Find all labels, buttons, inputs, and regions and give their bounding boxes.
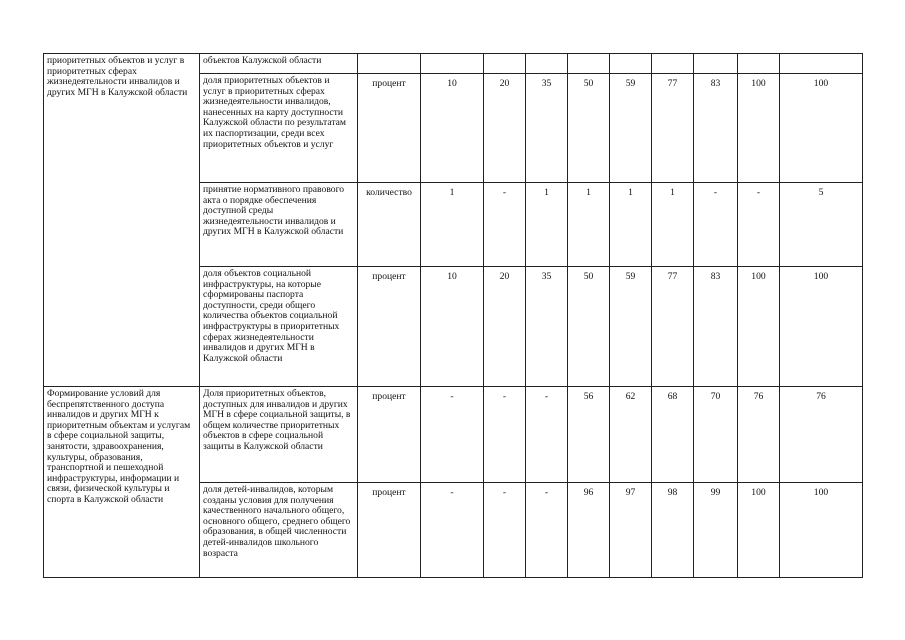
value-cell: 76 [780, 387, 863, 483]
value-cell: - [484, 387, 526, 483]
value-cell: 10 [421, 74, 484, 183]
value-cell [694, 54, 738, 74]
unit-cell: процент [358, 74, 421, 183]
unit-cell [358, 54, 421, 74]
indicator-cell: Доля приоритетных объектов, доступных для инвалидов и других МГН в сфере социальной защиты, в общем количестве приоритетных объектов в сфере социальной защиты в Калужской области [200, 387, 358, 483]
value-cell: - [526, 387, 568, 483]
value-cell [738, 54, 780, 74]
indicators-table [43, 53, 863, 578]
value-cell: - [738, 183, 780, 267]
value-cell: 99 [694, 483, 738, 578]
indicator-cell: объектов Калужской области [200, 54, 358, 74]
value-cell [780, 54, 863, 74]
value-cell: 83 [694, 267, 738, 387]
value-cell: 97 [610, 483, 652, 578]
value-cell: - [484, 483, 526, 578]
value-cell [421, 54, 484, 74]
value-cell: 50 [568, 74, 610, 183]
value-cell [526, 54, 568, 74]
value-cell: 56 [568, 387, 610, 483]
value-cell: - [421, 483, 484, 578]
value-cell: 59 [610, 267, 652, 387]
value-cell: - [421, 387, 484, 483]
value-cell: 59 [610, 74, 652, 183]
value-cell: 98 [652, 483, 694, 578]
value-cell [484, 54, 526, 74]
indicator-cell: доля объектов социальной инфраструктуры, на которые сформированы паспорта доступности, среди общего количества объектов социальной инфраструктуры в приоритетных сферах жизнедеятельности инвалидов и других МГН в Калужской области [200, 267, 358, 387]
value-cell: 20 [484, 74, 526, 183]
value-cell: 1 [568, 183, 610, 267]
value-cell [610, 54, 652, 74]
unit-cell: процент [358, 387, 421, 483]
value-cell: 1 [526, 183, 568, 267]
value-cell: - [484, 183, 526, 267]
value-cell: 35 [526, 267, 568, 387]
value-cell: 77 [652, 74, 694, 183]
value-cell: 5 [780, 183, 863, 267]
value-cell: 62 [610, 387, 652, 483]
value-cell: 10 [421, 267, 484, 387]
value-cell: - [526, 483, 568, 578]
value-cell: 100 [738, 74, 780, 183]
table-row [44, 54, 863, 74]
value-cell: 100 [780, 267, 863, 387]
indicator-cell: доля приоритетных объектов и услуг в приоритетных сферах жизнедеятельности инвалидов, нанесенных на карту доступности Калужской области по результатам их паспортизации, среди всех приоритетных объектов и услуг [200, 74, 358, 183]
value-cell: 100 [780, 483, 863, 578]
goal-cell: приоритетных объектов и услуг в приоритетных сферах жизнедеятельности инвалидов и других МГН в Калужской области [44, 54, 200, 387]
goal-cell: Формирование условий для беспрепятственного доступа инвалидов и других МГН к приоритетным объектам и услугам в сфере социальной защиты, занятости, здравоохранения, культуры, образования, транспортной и пешеходной инфраструктуры, информации и связи, физической культуры и спорта в Калужской области [44, 387, 200, 578]
value-cell: 83 [694, 74, 738, 183]
value-cell: 20 [484, 267, 526, 387]
unit-cell: количество [358, 183, 421, 267]
table-row [44, 387, 863, 483]
value-cell: 68 [652, 387, 694, 483]
indicator-cell: доля детей-инвалидов, которым созданы условия для получения качественного начального общего, основного общего, среднего общего образования, в общей численности детей-инвалидов школьного возраста [200, 483, 358, 578]
value-cell: 1 [652, 183, 694, 267]
value-cell: 100 [780, 74, 863, 183]
value-cell: 35 [526, 74, 568, 183]
value-cell [568, 54, 610, 74]
value-cell: 100 [738, 267, 780, 387]
unit-cell: процент [358, 267, 421, 387]
value-cell: 50 [568, 267, 610, 387]
value-cell: 96 [568, 483, 610, 578]
value-cell: 100 [738, 483, 780, 578]
value-cell [652, 54, 694, 74]
indicator-cell: принятие нормативного правового акта о порядке обеспечения доступной среды жизнедеятельности инвалидов и других МГН в Калужской области [200, 183, 358, 267]
value-cell: 76 [738, 387, 780, 483]
unit-cell: процент [358, 483, 421, 578]
value-cell: - [694, 183, 738, 267]
value-cell: 1 [610, 183, 652, 267]
value-cell: 1 [421, 183, 484, 267]
value-cell: 77 [652, 267, 694, 387]
value-cell: 70 [694, 387, 738, 483]
